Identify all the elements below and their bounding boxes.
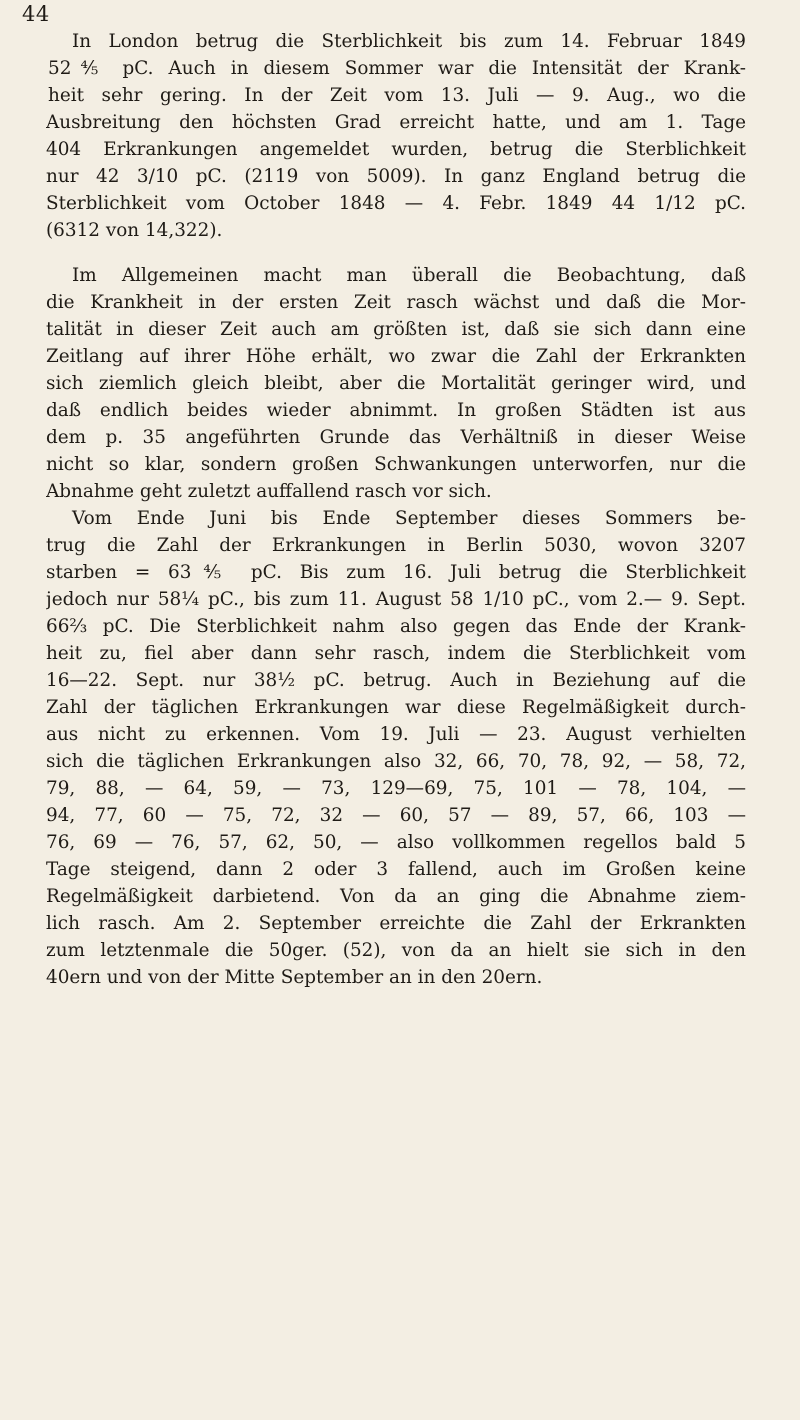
text-line: In London betrug die Sterblichkeit bis zum 14. Februar 1849 bbox=[72, 31, 746, 52]
text-line: 404 Erkrankungen angemeldet wurden, betrug die Sterblichkeit bbox=[46, 139, 746, 160]
text-line: heit sehr gering. In der Zeit vom 13. Juli — 9. Aug., wo die bbox=[48, 85, 746, 106]
page-number: 44 bbox=[22, 2, 50, 26]
text-line: Vom Ende Juni bis Ende September dieses Sommers be- bbox=[72, 508, 746, 529]
text-line: sich ziemlich gleich bleibt, aber die Mortalität geringer wird, und bbox=[46, 373, 746, 394]
text-line: 94, 77, 60 — 75, 72, 32 — 60, 57 — 89, 57, 66, 103 — bbox=[46, 805, 746, 826]
text-line: sich die täglichen Erkrankungen also 32, 66, 70, 78, 92, — 58, 72, bbox=[46, 751, 746, 772]
text-line: daß endlich beides wieder abnimmt. In großen Städten ist aus bbox=[46, 400, 746, 421]
text-line: Abnahme geht zuletzt auffallend rasch vor sich. bbox=[46, 481, 492, 502]
text-line: trug die Zahl der Erkrankungen in Berlin 5030, wovon 3207 bbox=[46, 535, 746, 556]
text-line: Zeitlang auf ihrer Höhe erhält, wo zwar die Zahl der Erkrankten bbox=[46, 346, 746, 367]
text-line: Ausbreitung den höchsten Grad erreicht hatte, und am 1. Tage bbox=[46, 112, 746, 133]
text-line: 79, 88, — 64, 59, — 73, 129—69, 75, 101 — 78, 104, — bbox=[46, 778, 746, 799]
text-line: lich rasch. Am 2. September erreichte die Zahl der Erkrankten bbox=[46, 913, 746, 934]
text-line: 40ern und von der Mitte September an in den 20ern. bbox=[46, 967, 543, 988]
text-line: Tage steigend, dann 2 oder 3 fallend, auch im Großen keine bbox=[46, 859, 746, 880]
text-line: Zahl der täglichen Erkrankungen war diese Regelmäßigkeit durch- bbox=[46, 697, 746, 718]
text-line: heit zu, fiel aber dann sehr rasch, indem die Sterblichkeit vom bbox=[46, 643, 746, 664]
text-line: 16—22. Sept. nur 38½ pC. betrug. Auch in Beziehung auf die bbox=[46, 670, 746, 691]
text-line: 52⅘ pC. Auch in diesem Sommer war die Intensität der Krank- bbox=[48, 58, 746, 79]
text-line: Sterblichkeit vom October 1848 — 4. Febr. 1849 44 1/12 pC. bbox=[46, 193, 746, 214]
text-line: die Krankheit in der ersten Zeit rasch wächst und daß die Mor- bbox=[46, 292, 746, 313]
paragraph-london-mortality bbox=[46, 28, 746, 244]
text-line: aus nicht zu erkennen. Vom 19. Juli — 23. August verhielten bbox=[46, 724, 746, 745]
text-line: 76, 69 — 76, 57, 62, 50, — also vollkommen regellos bald 5 bbox=[46, 832, 746, 853]
text-line: nur 42 3/10 pC. (2119 von 5009). In ganz England betrug die bbox=[46, 166, 746, 187]
text-line: Im Allgemeinen macht man überall die Beobachtung, daß bbox=[72, 265, 746, 286]
paragraph-gap bbox=[46, 244, 746, 262]
text-line: dem p. 35 angeführten Grunde das Verhältniß in dieser Weise bbox=[46, 427, 746, 448]
text-line: (6312 von 14,322). bbox=[46, 220, 223, 241]
text-line: nicht so klar, sondern großen Schwankungen unterworfen, nur die bbox=[46, 454, 746, 475]
paragraph-general-observation bbox=[46, 262, 746, 991]
text-line: jedoch nur 58¼ pC., bis zum 11. August 58 1/10 pC., vom 2.— 9. Sept. bbox=[46, 589, 746, 610]
text-line: talität in dieser Zeit auch am größten ist, daß sie sich dann eine bbox=[46, 319, 746, 340]
text-line: 66⅔ pC. Die Sterblichkeit nahm also gegen das Ende der Krank- bbox=[46, 616, 746, 637]
text-line: zum letztenmale die 50ger. (52), von da an hielt sie sich in den bbox=[46, 940, 746, 961]
text-line: starben = 63⅘ pC. Bis zum 16. Juli betrug die Sterblichkeit bbox=[46, 562, 746, 583]
body-text bbox=[46, 28, 746, 991]
text-line: Regelmäßigkeit darbietend. Von da an ging die Abnahme ziem- bbox=[46, 886, 746, 907]
